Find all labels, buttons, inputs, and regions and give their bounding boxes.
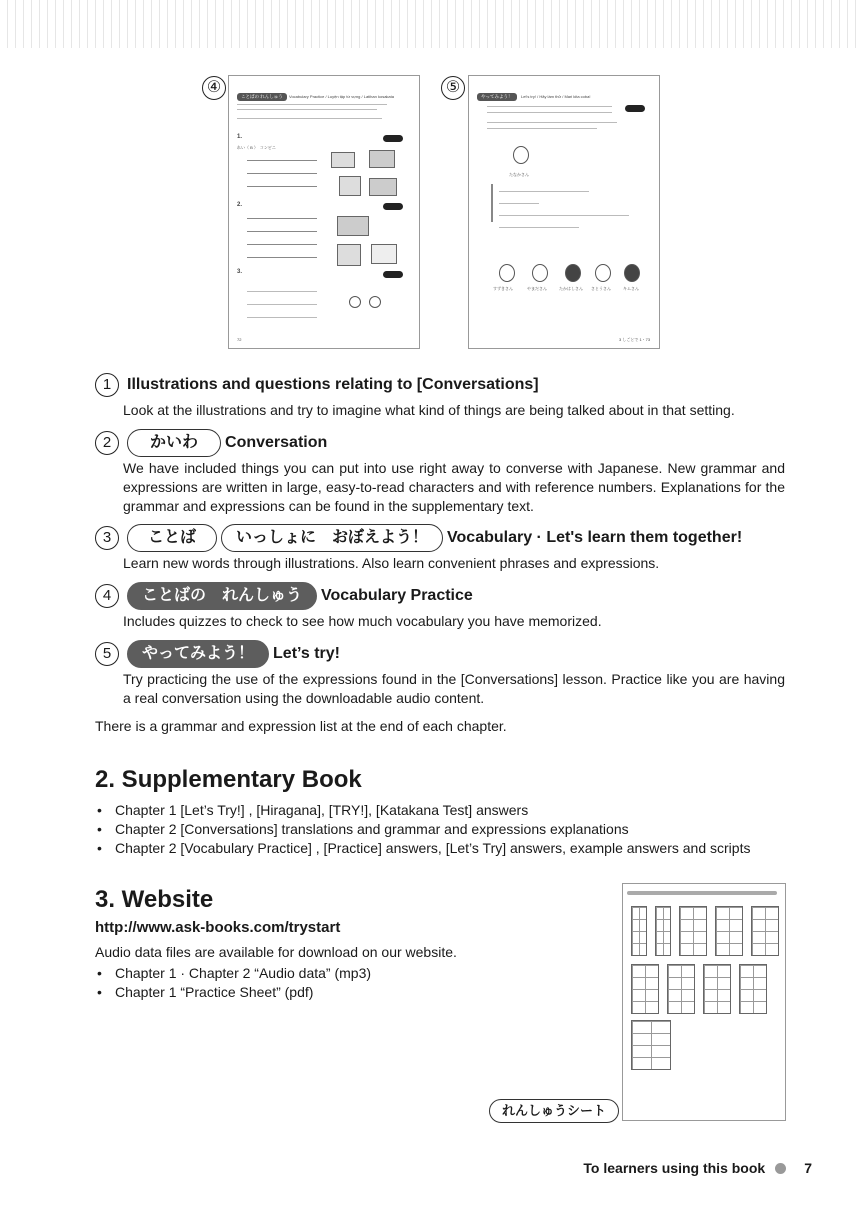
thumb-instruction-line	[487, 106, 612, 107]
thumb-instruction-line	[487, 122, 617, 123]
sheet-writing-grid	[631, 1020, 671, 1070]
thumb-building-illustration	[339, 176, 361, 196]
website-list	[95, 964, 371, 1002]
thumb-person-illustration	[349, 296, 361, 308]
thumb-answer-line	[247, 186, 317, 187]
thumb-person-illustration	[624, 264, 640, 282]
item-lets-try	[95, 639, 785, 708]
thumb-person-illustration	[565, 264, 581, 282]
thumbnail-number-5: ⑤	[441, 76, 465, 100]
thumb-dialog-bar	[491, 184, 493, 222]
list-item: • Chapter 1 “Practice Sheet” (pdf)	[95, 983, 371, 1002]
sheet-writing-grid	[751, 906, 779, 956]
sheet-writing-grid	[655, 906, 671, 956]
item-number: 3	[95, 526, 119, 550]
thumb-person-illustration	[369, 296, 381, 308]
item-description: Includes quizzes to check to see how much vocabulary you have memorized.	[123, 613, 602, 629]
footer-dot-icon	[775, 1163, 786, 1174]
thumb-building-illustration	[331, 152, 355, 168]
thumb-answer-line	[247, 218, 317, 219]
thumb-answer-line	[247, 244, 317, 245]
item-vocabulary	[95, 523, 785, 573]
thumb-instruction-line	[237, 104, 387, 105]
kaiwa-label-pill: かいわ	[127, 429, 221, 457]
thumb-person-illustration	[532, 264, 548, 282]
item-number: 2	[95, 431, 119, 455]
thumb-dialog-line	[499, 227, 579, 228]
thumb-audio-badge	[383, 203, 403, 210]
thumb-answer-line	[247, 160, 317, 161]
thumb-building-illustration	[337, 244, 361, 266]
thumb-person-illustration	[513, 146, 529, 164]
thumb-name-2: やまださん	[527, 286, 547, 291]
thumbnail-lets-try-page	[468, 75, 660, 349]
thumb-instruction-line	[237, 109, 377, 110]
page-number: 7	[804, 1160, 812, 1176]
thumb-name-5: キムさん	[623, 286, 639, 291]
item-description: We have included things you can put into use right away to converse with Japanese. New grammar and expressions are written in large, easy-to-read characters and with reference numbers. Explanations for the grammar and expressions can be found in the supplementary text.	[123, 460, 785, 514]
kotoba-no-renshuu-label-pill: ことばの れんしゅう	[127, 582, 317, 610]
sheet-writing-grid	[715, 906, 743, 956]
thumb-person-illustration	[595, 264, 611, 282]
thumb-answer-line	[247, 173, 317, 174]
thumbnail-number-4: ④	[202, 76, 226, 100]
thumb-page-number: 72	[237, 337, 242, 342]
thumb-name-1: すずきさん	[493, 286, 514, 291]
thumb-section-2: 2.	[237, 202, 243, 208]
thumb-header-tag: やってみよう！	[477, 93, 517, 101]
item-title: Illustrations and questions relating to [Conversations]	[127, 376, 539, 393]
thumb-header-tag: ことばの れんしゅう	[237, 93, 287, 101]
item-number: 4	[95, 584, 119, 608]
thumb-building-illustration	[369, 178, 397, 196]
sheet-writing-grid	[679, 906, 707, 956]
sheet-writing-grid	[631, 906, 647, 956]
thumb-dialog-line	[499, 191, 589, 192]
kotoba-label-pill: ことば	[127, 524, 217, 552]
thumb-building-illustration	[337, 216, 369, 236]
thumb-instruction-line	[487, 112, 612, 113]
sheet-header-bar	[627, 891, 777, 895]
thumb-person-illustration	[499, 264, 515, 282]
thumb-building-illustration	[369, 150, 395, 168]
thumb-page-number: 3 しごとで 1・73	[619, 337, 651, 342]
thumb-answer-line	[247, 291, 317, 292]
supplementary-heading: 2. Supplementary Book	[95, 766, 362, 793]
item-title: Conversation	[225, 434, 328, 451]
thumb-audio-badge	[383, 135, 403, 142]
thumb-answer-line	[247, 257, 317, 258]
thumb-dialog-line	[499, 203, 539, 204]
website-url-link[interactable]: http://www.ask-books.com/trystart	[95, 919, 341, 936]
list-item: • Chapter 1 · Chapter 2 “Audio data” (mp3)	[95, 964, 371, 983]
item-vocabulary-practice	[95, 581, 785, 631]
page-footer	[583, 1160, 812, 1176]
item-conversation	[95, 428, 785, 516]
thumb-header-sub: Vocabulary Practice / Luyện tập từ vựng / Latihan kosakata	[289, 94, 394, 99]
thumb-instruction-line	[487, 128, 597, 129]
practice-sheet-label: れんしゅうシート	[489, 1099, 619, 1123]
footer-text: To learners using this book	[583, 1160, 766, 1176]
thumb-section-1: 1.	[237, 134, 243, 140]
end-note: There is a grammar and expression list at the end of each chapter.	[95, 718, 507, 734]
thumb-dialog-line	[499, 215, 629, 216]
item-illustrations	[95, 370, 785, 420]
yatte-miyou-label-pill: やってみよう！	[127, 640, 269, 668]
item-number: 5	[95, 642, 119, 666]
thumb-building-illustration	[371, 244, 397, 264]
thumb-answer-line	[247, 231, 317, 232]
thumb-example-name: たなかさん	[509, 172, 529, 177]
website-note: Audio data files are available for download on our website.	[95, 944, 457, 960]
supplementary-list	[95, 801, 750, 858]
list-item: • Chapter 2 [Vocabulary Practice] , [Practice] answers, [Let’s Try] answers, example answers and scripts	[95, 839, 750, 858]
thumb-header-sub: Let's try! / Hãy làm thử / Mari kita coba!	[521, 94, 591, 99]
thumbnail-vocabulary-practice-page	[228, 75, 420, 349]
sheet-writing-grid	[739, 964, 767, 1014]
thumb-instruction-line	[237, 118, 382, 119]
thumb-example: れい（ B ） コンビニ	[237, 145, 276, 150]
thumb-audio-badge	[625, 105, 645, 112]
thumb-section-3: 3.	[237, 269, 243, 275]
item-title: Vocabulary · Let's learn them together!	[447, 529, 743, 546]
top-stripe-decoration	[0, 0, 860, 48]
list-item: • Chapter 2 [Conversations] translations and grammar and expressions explanations	[95, 820, 750, 839]
item-description: Look at the illustrations and try to imagine what kind of things are being talked about in that setting.	[123, 402, 735, 418]
list-item: • Chapter 1 [Let’s Try!] , [Hiragana], [TRY!], [Katakana Test] answers	[95, 801, 750, 820]
thumb-name-3: たかはしさん	[559, 286, 583, 291]
website-heading: 3. Website	[95, 886, 214, 913]
thumb-answer-line	[247, 317, 317, 318]
item-title: Vocabulary Practice	[321, 587, 473, 604]
practice-sheet-thumbnail	[622, 883, 786, 1121]
item-title: Let’s try!	[273, 645, 340, 662]
thumb-audio-badge	[383, 271, 403, 278]
item-description: Try practicing the use of the expressions found in the [Conversations] lesson. Practice like you are having a real conversation using the downloadable audio content.	[123, 671, 785, 706]
thumb-name-4: さとうさん	[591, 286, 611, 291]
sheet-writing-grid	[631, 964, 659, 1014]
issho-ni-oboeyou-label-pill: いっしょに おぼえよう！	[221, 524, 443, 552]
thumb-answer-line	[247, 304, 317, 305]
sheet-writing-grid	[703, 964, 731, 1014]
sheet-writing-grid	[667, 964, 695, 1014]
item-number: 1	[95, 373, 119, 397]
item-description: Learn new words through illustrations. Also learn convenient phrases and expressions.	[123, 555, 660, 571]
